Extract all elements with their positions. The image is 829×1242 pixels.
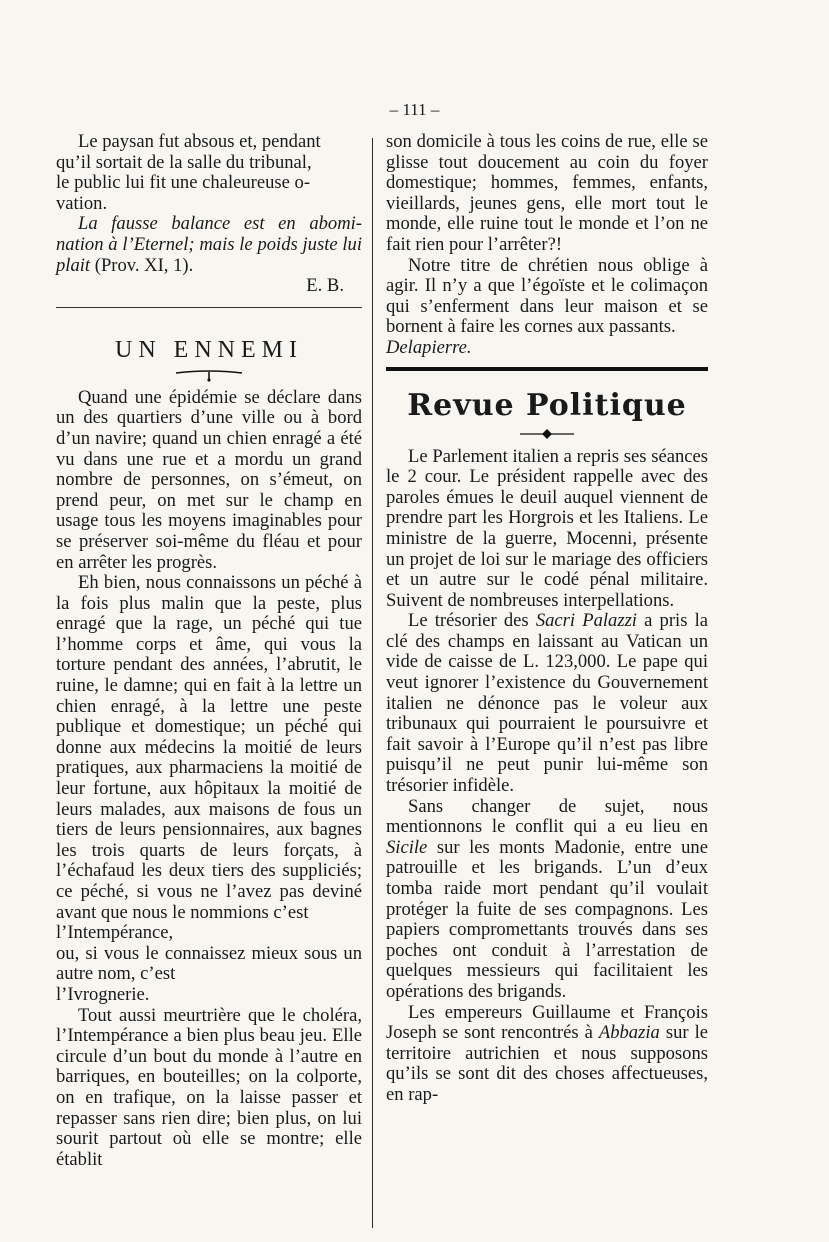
column-divider (372, 138, 373, 1228)
sicile: Sicile (386, 836, 428, 858)
revue-p3-rest: sur les monts Madonie, entre une patrouille et les brigands. L’un d’eux tomba raide mort pendant qu’il voulait protéger la fuite de ses compagnons. Les papiers compromettants trouvés dans ses poches ont conduit à l’arrestation de quelques messieurs qui facilitaient les opérations des brigands. (386, 836, 708, 1002)
revue-paragraph-4 (386, 1003, 708, 1106)
revue-p4-start: Les empereurs Guillaume et François Joseph se sont rencontrés à (386, 1001, 708, 1044)
intro-line-3: le public lui fit une chaleureuse o- (56, 172, 311, 194)
section-title-revue-politique: Revue Politique (407, 387, 687, 423)
section-divider-thick (386, 367, 708, 371)
title-ornament-icon (512, 427, 582, 441)
ennemi-paragraph-1: Quand une épidémie se déclare dans un des quartiers d’une ville ou à bord d’un navire; quand un chien enragé a été vu dans une rue et a mordu un grand nombre de personnes, on s’émeut, on prend peur, on met sur le champ en usage tous les moyens imaginables pour se préserver soi-même du fléau et pour en arrêter les progrès. (56, 386, 362, 573)
proverb-quote (56, 214, 362, 276)
left-column (56, 132, 362, 1170)
sacri-palazzi: Sacri Palazzi (535, 610, 637, 632)
section-title-un-ennemi: UN ENNEMI (115, 336, 303, 363)
intro-line-4: vation. (56, 192, 108, 214)
revue-paragraph-3 (386, 797, 708, 1003)
proverb-italic: La fausse balance est en abomi- nation à l’Eternel; mais le poids juste lui plait (56, 213, 362, 276)
word-ivrognerie: l’Ivrognerie. (56, 983, 150, 1005)
title-ornament-icon (174, 368, 244, 382)
section-divider (56, 307, 362, 308)
revue-paragraph-1: Le Parlement italien a repris ses séances le 2 cour. Le président rappelle avec des paroles émues le deuil auquel viennent de prendre part les Horgrois et les Italiens. Le ministre de la guerre, Mocenni, présente un projet de loi sur le mariage des officiers et un autre sur le codé pénal militaire. Suivent de nombreuses interpellations. (386, 445, 708, 611)
revue-p4-rest: sur le territoire autrichien et nous supposons qu’ils se sont dit des choses affectueuses, en rap- (386, 1022, 708, 1105)
right-column (386, 132, 708, 1106)
intro-line-1: Le paysan fut absous et, pendant (78, 131, 321, 152)
word-intemperance: l’Intempérance, (56, 922, 174, 944)
intro-line-2: qu’il sortait de la salle du tribunal, (56, 151, 312, 173)
ennemi-paragraph-3: ou, si vous le connaissez mieux sous un autre nom, c’est (56, 942, 362, 985)
ennemi-paragraph-4: Tout aussi meurtrière que le choléra, l’Intempérance a bien plus beau jeu. Elle circule d’un bout du monde à l’autre en barriques, en bouteilles; on la colporte, on en trafique, on la laisse passer et repasser sans rien dire; bien plus, on lui sourit partout où elle se montre; elle établit (56, 1004, 362, 1170)
proverb-reference: (Prov. XI, 1). (94, 254, 194, 276)
page-number: – 111 – (389, 100, 440, 119)
revue-p3-start: Sans changer de sujet, nous mentionnons le conflit qui a eu lieu en (386, 795, 708, 838)
revue-paragraph-2 (386, 611, 708, 796)
ennemi-paragraph-continued: son domicile à tous les coins de rue, elle se glisse tout doucement au coin du foyer domestique; hommes, femmes, enfants, vieillards, jeunes gens, elle mort tout le monde, elle ruine tout le monde et l’on ne fait rien pour l’arrêter?! (386, 131, 708, 255)
ennemi-paragraph-5: Notre titre de chrétien nous oblige à agir. Il n’y a que l’égoïste et le colimaçon qui s’enferment dans leur maison et se bornent à faire les cornes aux passants. (386, 254, 708, 338)
signature-delapierre: Delapierre. (386, 336, 472, 358)
revue-p2-rest: a pris la clé des champs en laissant au Vatican un vide de caisse de L. 123,000. Le pape qui veut ignorer l’existence du Gouvernement italien ne dénonce pas le voleur aux tribunaux qui pourraient le poursuivre et fait savoir à l’Europe qu’il n’est pas libre puisqu’il ne peut punir lui-même son trésorier infidèle. (386, 610, 709, 797)
ennemi-paragraph-2: Eh bien, nous connaissons un péché à la fois plus malin que la peste, plus enragé que la rage, un péché qui tue l’homme corps et âme, qui vous la torture pendant des années, l’abrutit, le ruine, le damne; qui en fait à la lettre un chien enragé, à la lettre une peste publique et domestique; un péché qui donne aux médecins la moitié de leurs pratiques, aux pharmaciens la moitié de leur fortune, aux hôpitaux la moitié de leurs malades, aux maisons de fous un tiers de leurs pensionnaires, aux bagnes les trois quarts de leurs forçats, à l’échafaud les deux tiers des suppliciés; ce péché, si vous ne l’avez pas deviné avant que nous le nommions c’est (56, 572, 362, 923)
abbazia: Abbazia (598, 1022, 660, 1044)
revue-p2-start: Le trésorier des (408, 610, 529, 632)
signature-eb: E. B. (306, 275, 344, 297)
